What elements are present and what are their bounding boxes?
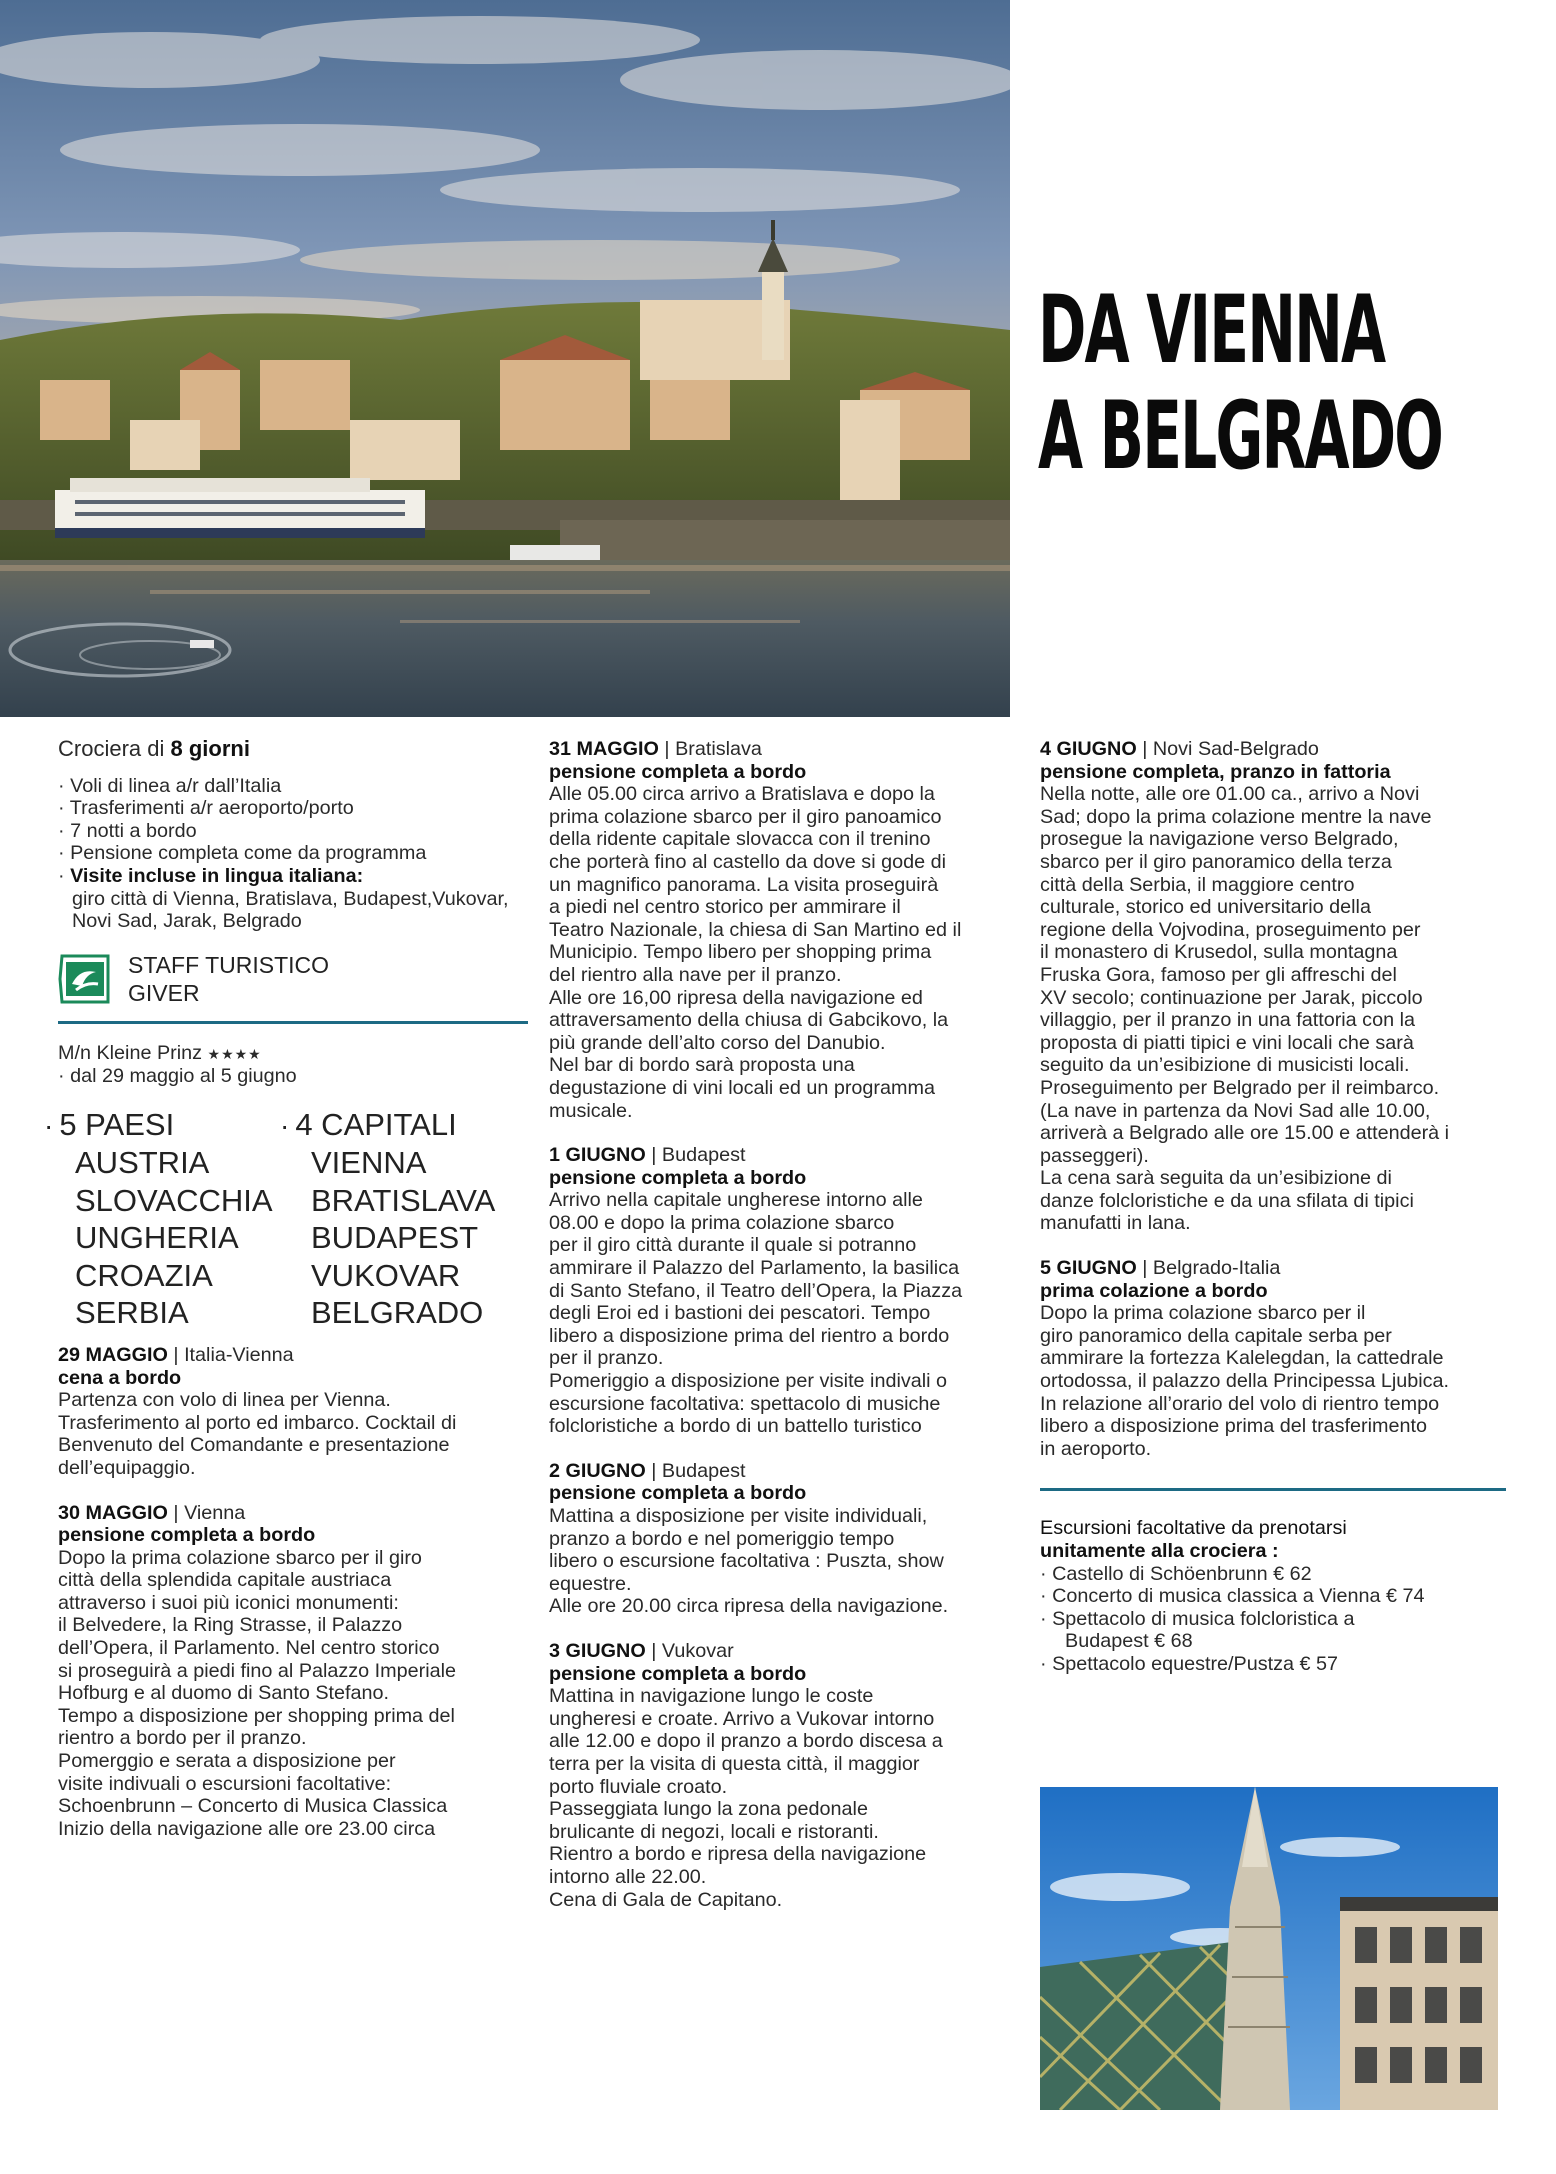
day-text-line: giro panoramico della capitale serba per	[1040, 1324, 1392, 1347]
day-text-line: brulicante di negozi, locali e ristoranti.	[549, 1820, 879, 1843]
list-item: · Spettacolo equestre/Pustza € 57	[1040, 1652, 1339, 1675]
day-2-giugno	[549, 1460, 1009, 1618]
day-text-line: Municipio. Tempo libero per shopping prima	[549, 941, 932, 964]
day-text-line: Alle ore 16,00 ripresa della navigazione ed	[549, 986, 923, 1009]
countries-list: · 5 PAESI AUSTRIA SLOVACCHIA UNGHERIA CROAZIA SERBIA	[58, 1106, 294, 1332]
list-item: UNGHERIA	[75, 1220, 239, 1256]
day-text-line: Nel bar di bordo sarà proposta una	[549, 1054, 855, 1077]
list-item: SLOVACCHIA	[75, 1182, 273, 1218]
day-text-line: attraverso i suoi più iconici monumenti:	[58, 1591, 399, 1614]
day-text-line: ortodossa, il palazzo della Principessa Ljubica.	[1040, 1370, 1450, 1393]
day-text-line: arriverà a Belgrado alle ore 15.00 e attenderà i	[1040, 1122, 1450, 1145]
day-heading: 31 MAGGIO | Bratislava	[549, 738, 762, 760]
day-text-line: che porterà fino al castello da dove si gode di	[549, 850, 946, 873]
day-text-line: del rientro alla nave per il pranzo.	[549, 963, 842, 986]
day-text-line: degustazione di vini locali ed un programma	[549, 1076, 935, 1099]
day-text-line: alle 12.00 e dopo il pranzo a bordo discesa a	[549, 1730, 943, 1753]
excursions-list	[1040, 1563, 1506, 1676]
day-text-line: Passeggiata lungo la zona pedonale	[549, 1798, 868, 1821]
excursions-box	[1040, 1517, 1506, 1675]
day-text-line: musicale.	[549, 1099, 633, 1122]
day-text-line: Dopo la prima colazione sbarco per il giro	[58, 1546, 422, 1569]
day-heading: 2 GIUGNO | Budapest	[549, 1459, 746, 1482]
list-item: VIENNA	[311, 1145, 427, 1181]
cruise-duration: Crociera di 8 giorni	[58, 736, 250, 761]
day-text-line: per il giro città durante il quale si potranno	[549, 1234, 917, 1257]
list-item: · Castello di Schöenbrunn € 62	[1040, 1562, 1312, 1585]
day-text-line: Schoenbrunn – Concerto di Musica Classica	[58, 1795, 448, 1818]
list-item: · 7 notti a bordo	[58, 819, 197, 842]
day-30-maggio	[58, 1502, 528, 1841]
day-text-line: attraversamento della chiusa di Gabcikovo, la	[549, 1009, 949, 1032]
day-3-giugno	[549, 1640, 1009, 1911]
day-text-line: prosegue la navigazione verso Belgrado,	[1040, 828, 1399, 851]
day-text-line: villaggio, per il pranzo in una fattoria con la	[1040, 1009, 1415, 1032]
day-text-line: Tempo a disposizione per shopping prima del	[58, 1704, 455, 1727]
column-1	[44, 736, 528, 1840]
day-text-line: Benvenuto del Comandante e presentazione	[58, 1434, 450, 1457]
day-text-line: di Santo Stefano, il Teatro dell’Opera, la Piazza	[549, 1279, 963, 1302]
day-text-line: libero a disposizione prima del trasferimento	[1040, 1415, 1428, 1438]
ship-info: M/n Kleine Prinz ★★★★ · dal 29 maggio al 5 giugno	[58, 1041, 297, 1088]
ship-name: M/n Kleine Prinz	[58, 1041, 203, 1064]
day-text-line: passeggeri).	[1040, 1144, 1149, 1167]
day-text-line: intorno alle 22.00.	[549, 1865, 707, 1888]
list-item: BRATISLAVA	[311, 1182, 496, 1218]
day-text-line: prima colazione sbarco per il giro panoamico	[549, 805, 942, 828]
day-1-giugno	[549, 1144, 1009, 1438]
day-text-line: Proseguimento per Belgrado per il reimbarco.	[1040, 1076, 1440, 1099]
day-text-line: ungheresi e croate. Arrivo a Vukovar intorno	[549, 1707, 935, 1730]
day-29-maggio	[58, 1344, 528, 1480]
day-text-line: Inizio della navigazione alle ore 23.00 circa	[58, 1817, 436, 1840]
list-item: · Pensione completa come da programma	[58, 842, 427, 865]
column-3	[1040, 738, 1506, 1676]
day-text-line: ammirare il Palazzo del Parlamento, la basilica	[549, 1257, 960, 1280]
list-item: · Trasferimenti a/r aeroporto/porto	[58, 797, 354, 820]
day-text-line: il monastero di Krusedol, sulla montagna	[1040, 941, 1398, 964]
day-text-line: Mattina in navigazione lungo le coste	[549, 1685, 874, 1708]
day-text-line: pranzo a bordo e nel pomeriggio tempo	[549, 1527, 895, 1550]
staff-line-2: GIVER	[128, 979, 200, 1006]
day-31-maggio	[549, 738, 1009, 1122]
list-item: · Visite incluse in lingua italiana: giro città di Vienna, Bratislava, Budapest,Vukovar, Novi Sad, Jarak, Belgrado	[58, 864, 509, 933]
excursions-heading-2: unitamente alla crociera :	[1040, 1540, 1279, 1562]
day-text-line: Alle ore 20.00 circa ripresa della navigazione.	[549, 1595, 949, 1618]
day-meal: pensione completa a bordo	[549, 760, 807, 783]
day-text-line: porto fluviale croato.	[549, 1775, 728, 1798]
list-item: VUKOVAR	[311, 1257, 461, 1293]
day-meal: prima colazione a bordo	[1040, 1279, 1268, 1302]
day-text-line: proposta di piatti tipici e vini locali che sarà	[1040, 1031, 1414, 1054]
list-item: · Spettacolo di musica folcloristica a Budapest € 68	[1040, 1607, 1355, 1653]
day-text-line: Alle 05.00 circa arrivo a Bratislava e dopo la	[549, 783, 935, 806]
day-meal: pensione completa, pranzo in fattoria	[1040, 760, 1391, 783]
day-text-line: manufatti in lana.	[1040, 1212, 1191, 1235]
day-text-line: libero a disposizione prima del rientro a bordo	[549, 1324, 950, 1347]
day-text-line: Pomerggio e serata a disposizione per	[58, 1750, 396, 1773]
day-text-line: sbarco per il giro panoramico della terza	[1040, 850, 1392, 873]
day-text-line: terra per la visita di questa città, il maggior	[549, 1752, 920, 1775]
day-text-line: equestre.	[549, 1572, 632, 1595]
day-meal: pensione completa a bordo	[58, 1524, 316, 1547]
day-text-line: Dopo la prima colazione sbarco per il	[1040, 1302, 1366, 1325]
countries-capitals	[44, 1106, 528, 1332]
day-text-line: Cena di Gala de Capitano.	[549, 1888, 783, 1911]
hero-photo-belgrade	[0, 0, 1010, 717]
day-meal: cena a bordo	[58, 1366, 182, 1389]
day-text-line: Mattina a disposizione per visite individuali,	[549, 1505, 928, 1527]
day-heading: 1 GIUGNO | Budapest	[549, 1144, 746, 1167]
day-text-line: In relazione all’orario del volo di rientro tempo	[1040, 1392, 1440, 1415]
day-text-line: regione della Vojvodina, proseguimento per	[1040, 918, 1421, 941]
day-text-line: culturale, storico ed universitario della	[1040, 896, 1371, 919]
day-text-line: Sad; dopo la prima colazione mentre la nave	[1040, 805, 1432, 828]
day-heading: 4 GIUGNO | Novi Sad-Belgrado	[1040, 738, 1319, 760]
day-text-line: Trasferimento al porto ed imbarco. Cocktail di	[58, 1411, 457, 1434]
day-text-line: Nella notte, alle ore 01.00 ca., arrivo a Novi	[1040, 783, 1420, 806]
day-text-line: libero o escursione facoltativa : Puszta, show	[549, 1550, 944, 1573]
day-text-line: 08.00 e dopo la prima colazione sbarco	[549, 1211, 895, 1234]
day-heading: 29 MAGGIO | Italia-Vienna	[58, 1343, 294, 1366]
day-meal: pensione completa a bordo	[549, 1482, 807, 1505]
day-text-line: più grande dell’alto corso del Danubio.	[549, 1031, 886, 1054]
day-text-line: per il pranzo.	[549, 1347, 664, 1370]
day-4-giugno	[1040, 738, 1506, 1235]
title-line-2: A BELGRADO	[1038, 382, 1442, 491]
day-text-line: un magnifico panorama. La visita proseguirà	[549, 873, 939, 896]
day-text-line: Teatro Nazionale, la chiesa di San Martino ed il	[549, 918, 962, 941]
day-text-line: La cena sarà seguita da un’esibizione di	[1040, 1167, 1392, 1190]
list-item: CROAZIA	[75, 1257, 213, 1293]
staff-line-1: STAFF TURISTICO	[128, 951, 330, 978]
day-text-line: Partenza con volo di linea per Vienna.	[58, 1389, 391, 1412]
divider	[58, 1021, 528, 1024]
day-meal: pensione completa a bordo	[549, 1166, 807, 1189]
day-text-line: in aeroporto.	[1040, 1437, 1152, 1460]
day-text-line: Hofburg e al duomo di Santo Stefano.	[58, 1682, 390, 1705]
day-text-line: città della splendida capitale austriaca	[58, 1569, 392, 1592]
list-item: BELGRADO	[311, 1295, 484, 1331]
column-2	[549, 738, 1009, 1911]
day-text-line: Fruska Gora, famoso per gli affreschi del	[1040, 963, 1397, 986]
title-line-1: DA VIENNA	[1038, 276, 1385, 385]
day-heading: 3 GIUGNO | Vukovar	[549, 1639, 734, 1662]
day-text-line: Rientro a bordo e ripresa della navigazione	[549, 1843, 927, 1866]
day-text-line: seguito da un’esibizione di musicisti locali.	[1040, 1054, 1410, 1077]
list-item: · Concerto di musica classica a Vienna € 74	[1040, 1585, 1425, 1608]
day-text-line: XV secolo; continuazione per Jarak, piccolo	[1040, 986, 1423, 1009]
day-heading: 30 MAGGIO | Vienna	[58, 1501, 246, 1524]
staff-badge	[58, 949, 528, 1009]
list-item: AUSTRIA	[75, 1145, 210, 1181]
day-text-line: Arrivo nella capitale ungherese intorno alle	[549, 1189, 923, 1212]
day-text-line: dell’Opera, il Parlamento. Nel centro storico	[58, 1637, 440, 1660]
photo-vienna-cathedral	[1040, 1787, 1498, 2110]
day-meal: pensione completa a bordo	[549, 1662, 807, 1685]
day-text-line: ammirare la fortezza Kalelegdan, la cattedrale	[1040, 1347, 1444, 1370]
page-title	[1038, 276, 1442, 491]
day-text-line: si proseguirà a piedi fino al Palazzo Imperiale	[58, 1659, 457, 1682]
day-text-line: Pomeriggio a disposizione per visite indivali o	[549, 1370, 948, 1393]
day-text-line: escursione facoltativa: spettacolo di musiche	[549, 1392, 941, 1415]
day-text-line: rientro a bordo per il pranzo.	[58, 1727, 307, 1750]
day-text-line: dell’equipaggio.	[58, 1456, 196, 1479]
day-text-line: folcloristiche a bordo di un battello turistico	[549, 1415, 922, 1438]
day-text-line: visite indivuali o escursioni facoltative:	[58, 1772, 392, 1795]
giver-logo-icon	[58, 954, 112, 1004]
day-text-line: il Belvedere, la Ring Strasse, il Palazzo	[58, 1614, 403, 1637]
list-item: · Voli di linea a/r dall’Italia	[58, 774, 282, 797]
capitals-list: · 4 CAPITALI VIENNA BRATISLAVA BUDAPEST VUKOVAR BELGRADO	[280, 1106, 496, 1331]
day-text-line: degli Eroi ed i bastioni dei pescatori. Tempo	[549, 1302, 931, 1325]
day-text-line: a piedi nel centro storico per ammirare il	[549, 896, 901, 919]
divider	[1040, 1488, 1506, 1491]
day-text-line: (La nave in partenza da Novi Sad alle 10.00,	[1040, 1099, 1431, 1122]
day-text-line: città della Serbia, il maggiore centro	[1040, 873, 1355, 896]
inclusions-list	[58, 775, 528, 933]
ship-stars: ★★★★	[207, 1045, 262, 1062]
day-text-line: della ridente capitale slovacca con il trenino	[549, 828, 931, 851]
excursions-heading: Escursioni facoltative da prenotarsi	[1040, 1517, 1347, 1540]
day-text-line: danze folcloristiche e da una sfilata di tipici	[1040, 1189, 1414, 1212]
day-heading: 5 GIUGNO | Belgrado-Italia	[1040, 1257, 1281, 1280]
day-5-giugno	[1040, 1257, 1506, 1460]
ship-dates: dal 29 maggio al 5 giugno	[70, 1065, 297, 1088]
list-item: SERBIA	[75, 1295, 189, 1331]
list-item: BUDAPEST	[311, 1220, 479, 1256]
